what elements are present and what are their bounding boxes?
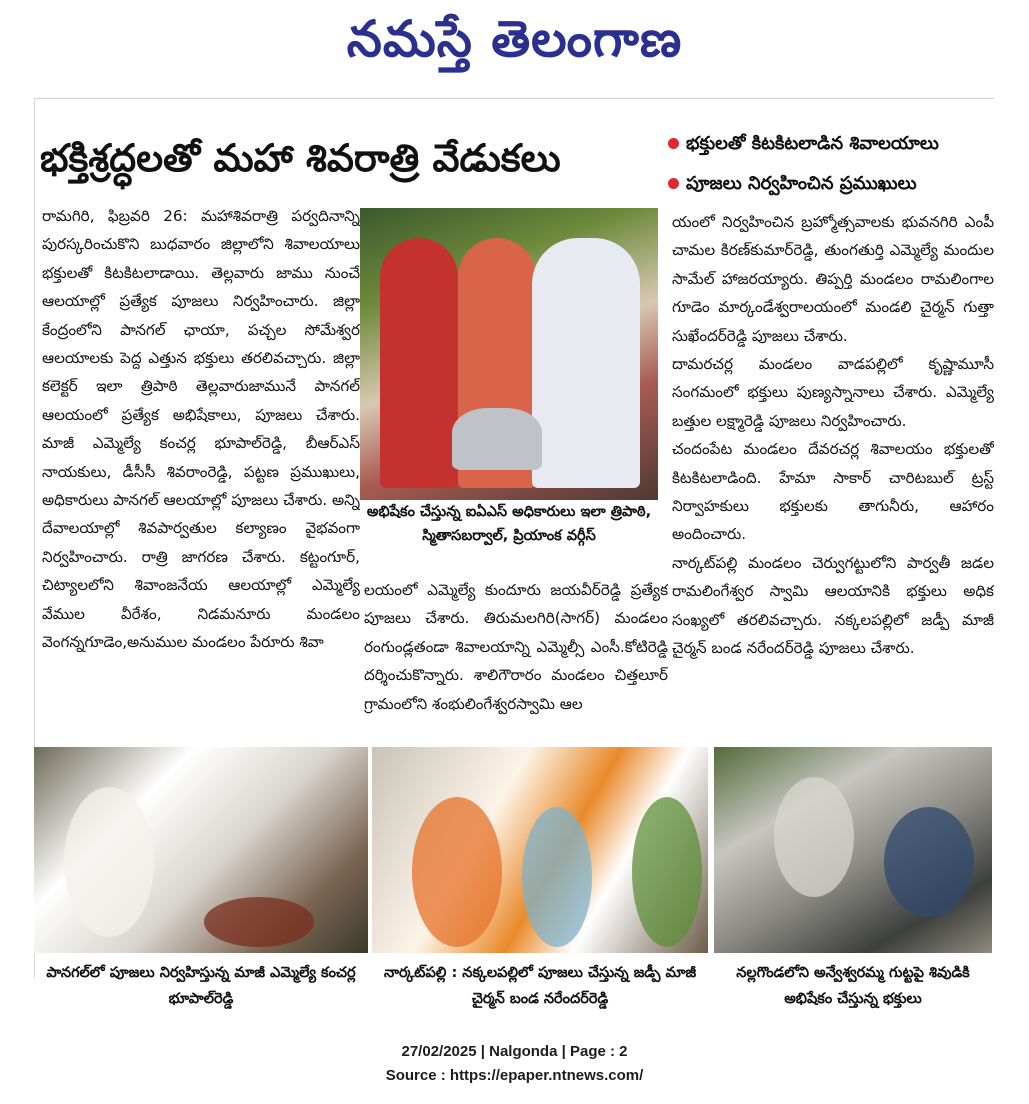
red-bullet-icon: [668, 178, 679, 189]
article-paragraph: నార్కట్‌పల్లి మండలం చెర్వుగట్టులోని పార్వతీ జడల రామలింగేశ్వర స్వామి ఆలయానికి భక్తులు అధిక సంఖ్యలో తరలివచ్చారు. నక్కలపల్లిలో జడ్పీ మాజీ చైర్మన్ బండ నరేందర్‌రెడ్డి పూజలు చేశారు.: [672, 553, 994, 658]
highlights-list: [666, 126, 996, 206]
article-column-1: [42, 202, 360, 736]
highlight-text: పూజలు నిర్వహించిన ప్రముఖులు: [686, 173, 917, 194]
panagal-puja-photo: [34, 747, 368, 953]
article-paragraph: లయంలో ఎమ్మెల్యే కుందూరు జయవీర్‌రెడ్డి ప్రత్యేక పూజలు చేశారు. తిరుమలగిరి(సాగర్) మండలం రంగుండ్లతండా శివాలయాన్ని ఎమ్మెల్సీ ఎంసీ.కోటిరెడ్డి దర్శించుకొన్నారు. శాలిగౌరారం మండలం చిత్తలూర్ గ్రామంలోని శంభులింగేశ్వరస్వామి ఆల: [364, 581, 668, 713]
article-paragraph: యంలో నిర్వహించిన బ్రహ్మోత్సవాలకు భువనగిరి ఎంపీ చామల కిరణ్‌కుమార్‌రెడ్డి, తుంగతుర్తి ఎమ్మెల్యే మందుల సామేల్ హాజరయ్యారు. తిప్పర్తి మండలం రామలింగాల గూడెం మార్కండేశ్వరాలయంలో మండలి చైర్మన్ గుత్తా సుఖేందర్‌రెడ్డి పూజలు చేశారు.: [672, 213, 994, 345]
edition-info: 27/02/2025 | Nalgonda | Page : 2: [401, 1043, 628, 1060]
article-paragraph: చందంపేట మండలం దేవరచర్ల శివాలయం భక్తులతో కిటకిటలాడింది. హేమా సాకార్ చారిటబుల్ ట్రస్ట్ నిర్వాహకులు భక్తులకు తాగునీరు, ఆహారం అందించారు.: [672, 440, 994, 544]
newspaper-title: నమస్తే తెలంగాణ: [346, 9, 683, 68]
highlight-item: [666, 126, 996, 166]
photo-caption: పానగల్‌లో పూజలు నిర్వహిస్తున్న మాజీ ఎమ్మెల్యే కంచర్ల భూపాల్‌రెడ్డి: [46, 965, 356, 1007]
highlight-text: భక్తులతో కిటకిటలాడిన శివాలయాలు: [686, 133, 939, 154]
nalgonda-abhishekam-photo: [714, 747, 992, 953]
source-link[interactable]: Source : https://epaper.ntnews.com/: [385, 1067, 644, 1084]
highlight-item: [666, 166, 996, 206]
article-paragraph: రామగిరి, ఫిబ్రవరి 26: మహాశివరాత్రి పర్వదినాన్ని పురస్కరించుకొని బుధవారం జిల్లాలోని శివాలయాలు భక్తులతో కిటకిటలాడాయి. తెల్లవారు జాము నుంచే ఆలయాల్లో ప్రత్యేక పూజలు నిర్వహించారు. జిల్లా కేంద్రంలోని పానగల్ ఛాయా, పచ్చల సోమేశ్వర ఆలయాలకు పెద్ద ఎత్తున భక్తులు తరలివచ్చారు. జిల్లా కలెక్టర్ ఇలా త్రిపాఠి తెల్లవారుజామునే పానగల్ ఆలయంలో ప్రత్యేక అభిషేకాలు, పూజలు చేశారు. మాజీ ఎమ్మెల్యే కంచర్ల భూపాల్‌రెడ్డి, బీఆర్‌ఎస్ నాయకులు, డీసీసీ శివరాంరెడ్డి, పట్టణ ప్రముఖులు, అధికారులు పానగల్ ఆలయాల్లో పూజలు చేశారు. అన్ని దేవాలయాల్లో శివపార్వతుల కల్యాణం వైభవంగా నిర్వహించారు. రాత్రి జాగరణ చేశారు. కట్టంగూర్, చిట్యాలలోని శివాంజనేయ ఆలయాల్లో ఎమ్మెల్యే వేముల వీరేశం, నిడమనూరు మండలం వెంగన్నగూడెం,అనుముల మండలం పేరూరు శివా: [42, 207, 360, 652]
article-paragraph: దామరచర్ల మండలం వాడపల్లిలో కృష్ణామూసీ సంగమంలో భక్తులు పుణ్యస్నానాలు చేశారు. ఎమ్మెల్యే బత్తుల లక్ష్మారెడ్డి పూజలు నిర్వహించారు.: [672, 355, 994, 430]
newspaper-masthead: [0, 2, 1029, 76]
photo-caption: అభిషేకం చేస్తున్న ఐఏఎస్ అధికారులు ఇలా త్రిపాఠి, స్మితాసబర్వాల్, ప్రియాంక వర్గీస్: [366, 504, 652, 544]
article-column-3: [672, 208, 994, 742]
nakkalapalli-puja-photo: [372, 747, 708, 953]
photo-caption: నల్లగొండలోని అన్వేశ్వరమ్మ గుట్టపై శివుడికి అభిషేకం చేస్తున్న భక్తులు: [736, 965, 970, 1007]
abhishekam-photo: [360, 208, 658, 500]
red-bullet-icon: [668, 138, 679, 149]
photo-caption: నార్కట్‌పల్లి : నక్కలపల్లిలో పూజలు చేస్తున్న జడ్పీ మాజీ చైర్మన్ బండ నరేందర్‌రెడ్డి: [383, 965, 697, 1007]
page-footer: [0, 1040, 1029, 1088]
top-divider: [34, 98, 994, 99]
article-headline: భక్తిశ్రద్ధలతో మహా శివరాత్రి వేడుకలు: [40, 136, 561, 180]
article-column-2: [364, 576, 668, 736]
